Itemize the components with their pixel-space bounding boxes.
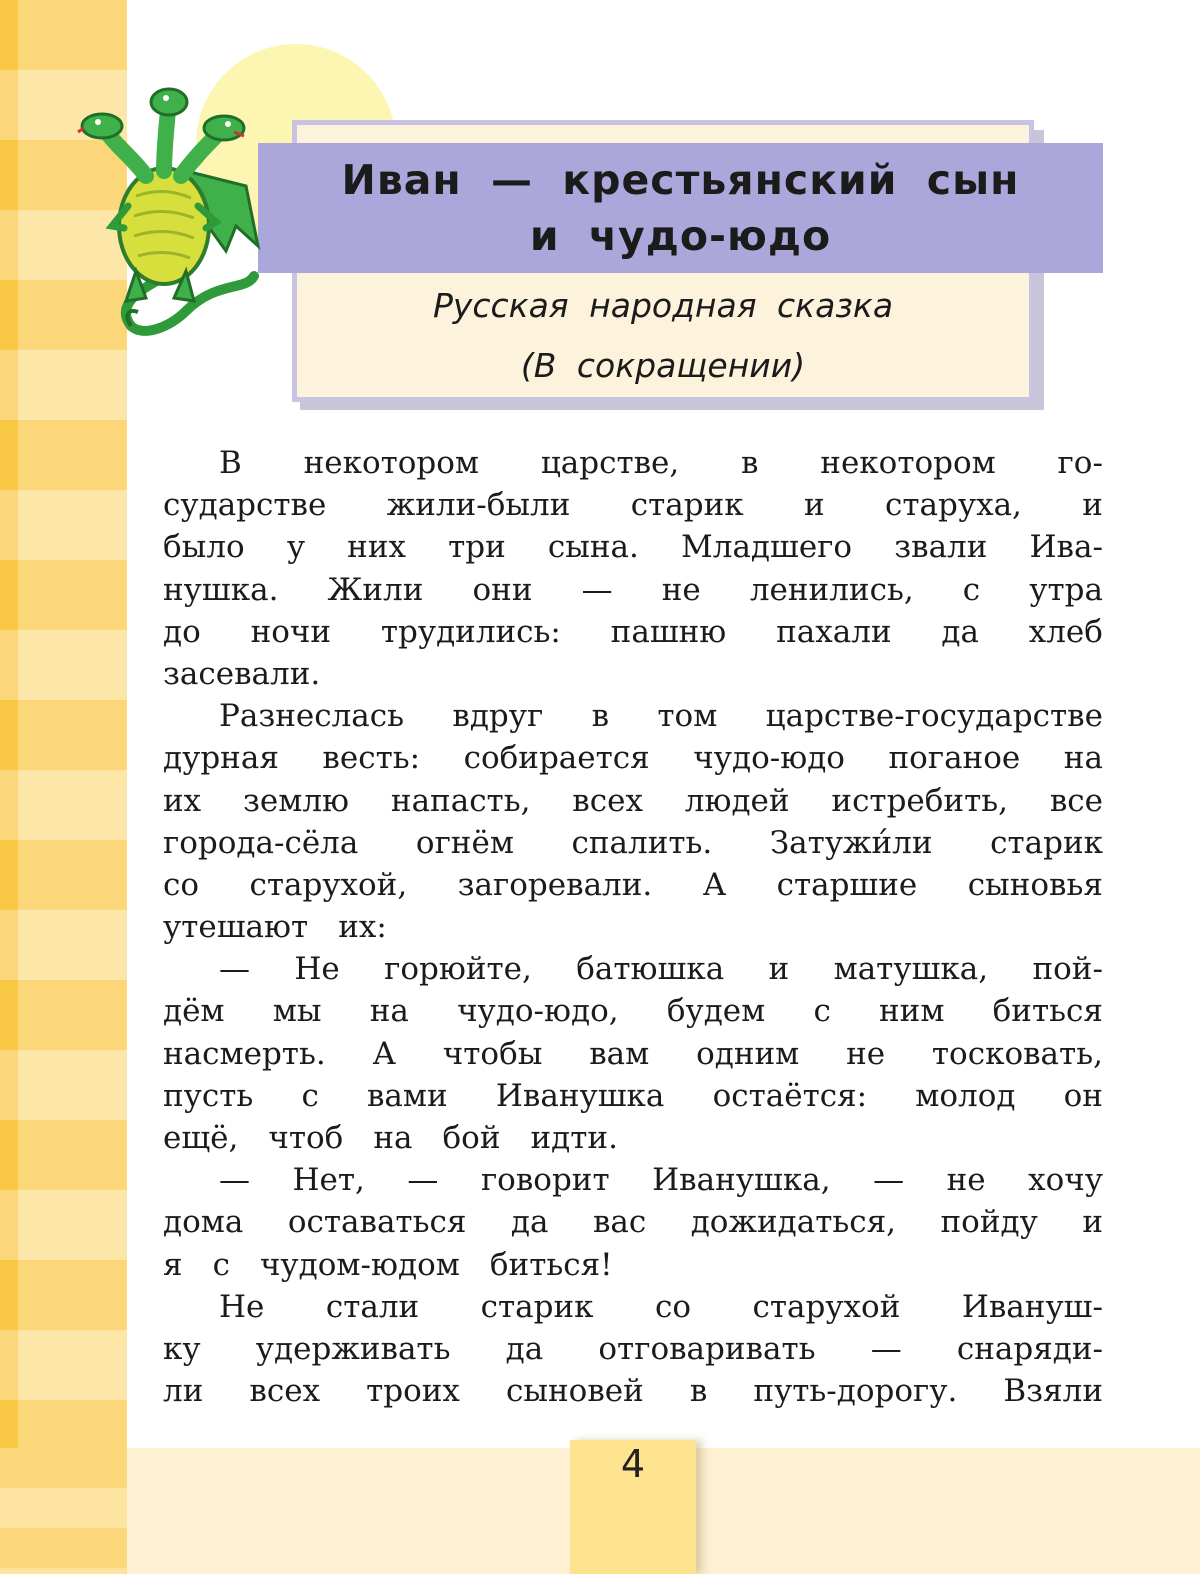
text-line: города-сёла огнём спалить. Затужи́ли старик (163, 824, 1103, 861)
text-line: их землю напасть, всех людей истребить, все (163, 782, 1103, 819)
subtitle-line-2: (В сокращении) (520, 346, 806, 385)
text-line: утешают их: (163, 909, 387, 946)
page-subtitle (292, 276, 1034, 396)
text-line: дома оставаться да вас дожидаться, пойду и (163, 1204, 1103, 1241)
page-title (258, 152, 1103, 264)
text-line: насмерть. А чтобы вам одним не тосковать, (163, 1035, 1103, 1072)
left-margin-edge (0, 0, 18, 1574)
text-line: пусть с вами Иванушка остаётся: молод он (163, 1077, 1103, 1114)
text-line: — Не горюйте, батюшка и матушка, пой- (219, 951, 1103, 988)
text-line: нушка. Жили они — не ленились, с утра (163, 571, 1103, 608)
text-line: я с чудом-юдом биться! (163, 1246, 613, 1283)
text-line: — Нет, — говорит Иванушка, — не хочу (219, 1162, 1103, 1199)
page-number: 4 (620, 1442, 646, 1486)
text-line: до ночи трудились: пашню пахали да хлеб (163, 613, 1103, 650)
bottom-band-corner (0, 1448, 127, 1574)
text-line: со старухой, загоревали. А старшие сыновья (163, 866, 1103, 903)
text-line: Не стали старик со старухой Ивануш- (219, 1288, 1103, 1325)
text-line: Разнеслась вдруг в том царстве-государстве (219, 698, 1103, 735)
text-line: было у них три сына. Младшего звали Ива- (163, 529, 1103, 566)
text-line: В некотором царстве, в некотором го- (219, 445, 1103, 481)
dragon-illustration (76, 76, 266, 338)
text-line: дурная весть: собирается чудо-юдо поганое на (163, 740, 1103, 777)
title-line-1: Иван — крестьянский сын (341, 156, 1020, 204)
text-line: засевали. (163, 655, 321, 692)
story-text (163, 442, 1103, 1412)
text-line: сударстве жили-были старик и старуха, и (163, 487, 1103, 524)
title-line-2: и чудо-юдо (529, 212, 832, 260)
text-line: дём мы на чудо-юдо, будем с ним биться (163, 993, 1103, 1030)
subtitle-line-1: Русская народная сказка (432, 286, 894, 325)
text-line: ку удерживать да отговаривать — снаряди- (163, 1330, 1103, 1367)
text-line: ещё, чтоб на бой идти. (163, 1120, 618, 1156)
text-line: ли всех троих сыновей в путь-дорогу. Взяли (163, 1373, 1103, 1410)
